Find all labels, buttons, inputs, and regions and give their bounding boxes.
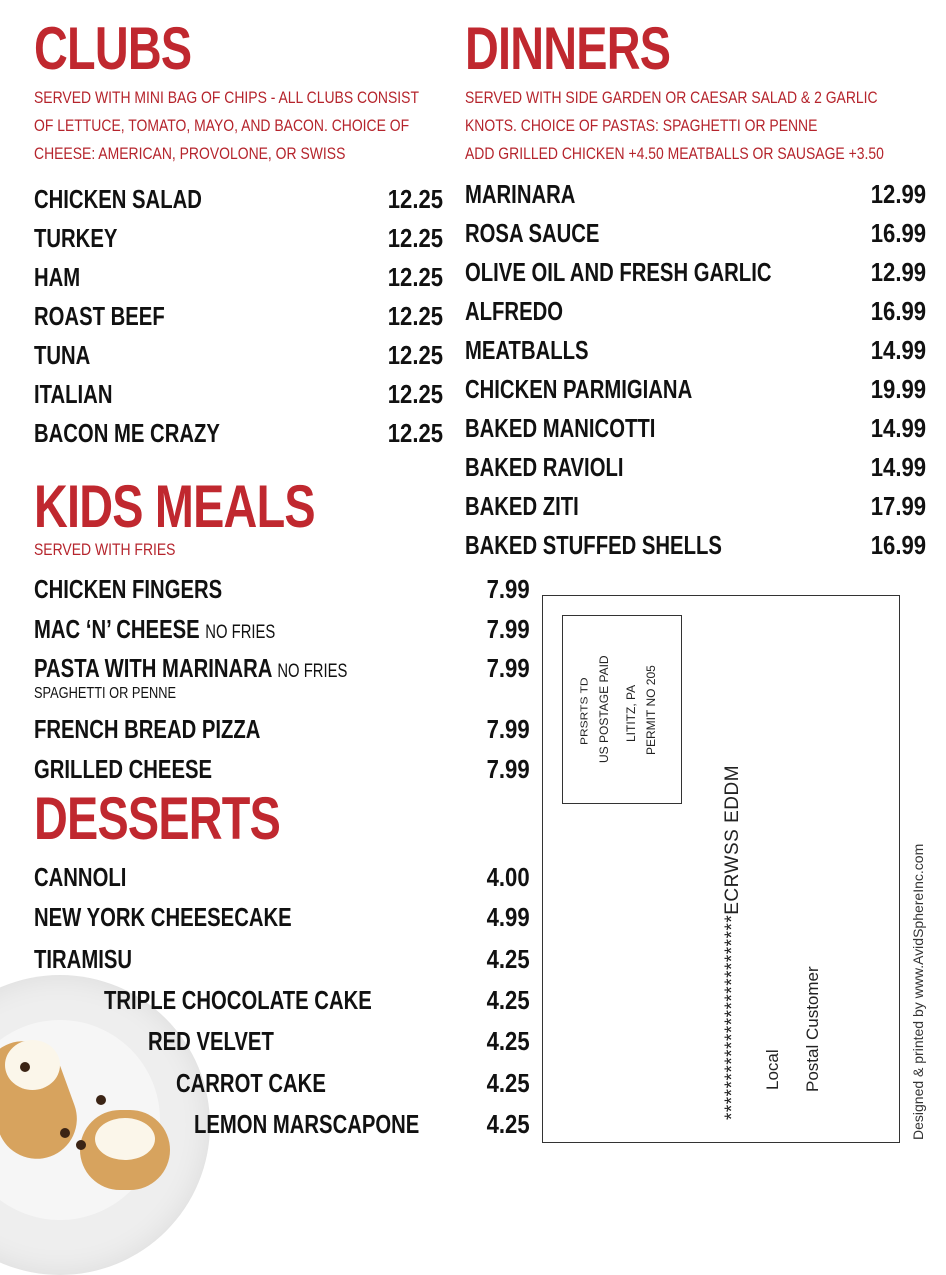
chocolate-chip (20, 1062, 30, 1072)
item-price: 4.25 (486, 1026, 530, 1056)
menu-item-pasta-with-marinara (34, 651, 530, 685)
item-price: 7.99 (486, 754, 530, 784)
menu-item-chicken-parmigiana (465, 372, 926, 406)
item-name: BACON ME CRAZY (34, 418, 220, 448)
menu-item-baked-ravioli (465, 450, 926, 484)
chocolate-chip (96, 1095, 106, 1105)
item-name-text: PASTA WITH MARINARA (34, 653, 272, 683)
item-name: TUNA (34, 340, 91, 370)
item-name: ROSA SAUCE (465, 218, 600, 248)
menu-item-baked-manicotti (465, 411, 926, 445)
item-name-text: GRILLED CHEESE (34, 754, 213, 784)
cannoli-cream (5, 1040, 60, 1090)
dinners-description (465, 84, 884, 168)
menu-item-bacon-me-crazy (34, 416, 443, 450)
item-name (34, 572, 222, 606)
item-subnote: SPAGHETTI OR PENNE (34, 685, 177, 702)
menu-item-new-york-cheesecake (34, 900, 530, 934)
item-price: 12.25 (387, 379, 443, 409)
item-name-text: MAC ‘N’ CHEESE (34, 614, 200, 644)
item-price: 4.00 (486, 862, 530, 892)
permit-line: US POSTAGE PAID (597, 655, 611, 763)
item-name: CHICKEN PARMIGIANA (465, 374, 693, 404)
item-name (34, 712, 260, 746)
item-note: NO FRIES (277, 661, 348, 682)
item-name: BAKED STUFFED SHELLS (465, 530, 722, 560)
item-name: LEMON MARSCAPONE (194, 1109, 420, 1139)
menu-item-chicken-fingers (34, 572, 530, 606)
item-name: TIRAMISU (34, 944, 133, 974)
item-price: 7.99 (486, 614, 530, 644)
permit-line: PRSRTS TD (578, 677, 590, 745)
permit-line: LITITZ, PA (624, 684, 638, 742)
item-price: 12.99 (870, 179, 926, 209)
dinners-heading: DINNERS (465, 15, 671, 82)
permit-line: PERMIT NO 205 (644, 665, 658, 755)
item-name-text: CHICKEN FINGERS (34, 574, 223, 604)
clubs-heading: CLUBS (34, 15, 192, 82)
menu-item-cannoli (34, 860, 530, 894)
item-name: ALFREDO (465, 296, 564, 326)
menu-item-french-bread-pizza (34, 712, 530, 746)
item-name (34, 651, 347, 689)
item-price: 16.99 (870, 296, 926, 326)
item-name: ITALIAN (34, 379, 113, 409)
menu-item-rosa-sauce (465, 216, 926, 250)
item-price: 14.99 (870, 335, 926, 365)
dinners-description-line: ADD GRILLED CHICKEN +4.50 MEATBALLS OR SAUSAGE +3.50 (465, 144, 884, 163)
menu-item-mac-n-cheese (34, 612, 530, 646)
item-name (34, 752, 212, 786)
item-price: 12.25 (387, 301, 443, 331)
cannoli-cream (95, 1118, 155, 1160)
item-name: RED VELVET (148, 1026, 274, 1056)
clubs-description-line: SERVED WITH MINI BAG OF CHIPS - ALL CLUBS CONSIST (34, 88, 419, 107)
item-price: 12.25 (387, 262, 443, 292)
clubs-description-line: OF LETTUCE, TOMATO, MAYO, AND BACON. CHOICE OF (34, 116, 410, 135)
item-price: 16.99 (870, 218, 926, 248)
item-price: 12.25 (387, 340, 443, 370)
chocolate-chip (60, 1128, 70, 1138)
item-name (34, 612, 275, 650)
menu-item-red-velvet (148, 1024, 530, 1058)
item-name: TRIPLE CHOCOLATE CAKE (104, 985, 372, 1015)
item-name: CARROT CAKE (176, 1068, 326, 1098)
item-name: OLIVE OIL AND FRESH GARLIC (465, 257, 772, 287)
desserts-heading: DESSERTS (34, 785, 281, 852)
item-price: 14.99 (870, 413, 926, 443)
menu-item-grilled-cheese (34, 752, 530, 786)
clubs-description-line: CHEESE: AMERICAN, PROVOLONE, OR SWISS (34, 144, 346, 163)
menu-item-marinara (465, 177, 926, 211)
menu-item-alfredo (465, 294, 926, 328)
item-price: 4.25 (486, 985, 530, 1015)
clubs-description (34, 84, 419, 168)
menu-item-olive-oil-fresh-garlic (465, 255, 926, 289)
item-name: BAKED RAVIOLI (465, 452, 624, 482)
menu-item-turkey (34, 221, 443, 255)
local-label: Local (763, 1049, 782, 1090)
item-price: 4.25 (486, 1068, 530, 1098)
menu-item-italian (34, 377, 443, 411)
item-name: TURKEY (34, 223, 118, 253)
item-name: BAKED MANICOTTI (465, 413, 656, 443)
item-name: MEATBALLS (465, 335, 589, 365)
kids-meals-description: SERVED WITH FRIES (34, 540, 176, 559)
item-price: 4.25 (486, 1109, 530, 1139)
item-name: ROAST BEEF (34, 301, 165, 331)
menu-item-meatballs (465, 333, 926, 367)
item-name: CHICKEN SALAD (34, 184, 202, 214)
printer-credit: Designed & printed by www.AvidSphereInc.com (910, 843, 926, 1140)
item-name: BAKED ZITI (465, 491, 579, 521)
menu-item-carrot-cake (176, 1066, 530, 1100)
item-price: 7.99 (486, 714, 530, 744)
ecrwss-eddm-line: **************************ECRWSS EDDM (722, 764, 743, 1120)
item-price: 12.25 (387, 418, 443, 448)
item-price: 12.25 (387, 223, 443, 253)
item-price: 7.99 (486, 653, 530, 683)
menu-item-baked-stuffed-shells (465, 528, 926, 562)
kids-meals-heading: KIDS MEALS (34, 473, 315, 540)
item-price: 17.99 (870, 491, 926, 521)
menu-item-lemon-marscapone (194, 1107, 530, 1141)
menu-item-chicken-salad (34, 182, 443, 216)
item-note: NO FRIES (205, 622, 276, 643)
menu-item-triple-chocolate-cake (104, 983, 530, 1017)
item-name: NEW YORK CHEESECAKE (34, 902, 292, 932)
item-price: 4.99 (486, 902, 530, 932)
menu-item-ham (34, 260, 443, 294)
dinners-description-line: KNOTS. CHOICE OF PASTAS: SPAGHETTI OR PENNE (465, 116, 818, 135)
menu-item-baked-ziti (465, 489, 926, 523)
menu-item-tiramisu (34, 942, 530, 976)
item-name: HAM (34, 262, 81, 292)
item-price: 12.99 (870, 257, 926, 287)
item-price: 7.99 (486, 574, 530, 604)
item-name: MARINARA (465, 179, 576, 209)
item-price: 4.25 (486, 944, 530, 974)
item-price: 16.99 (870, 530, 926, 560)
menu-item-tuna (34, 338, 443, 372)
chocolate-chip (76, 1140, 86, 1150)
dinners-description-line: SERVED WITH SIDE GARDEN OR CAESAR SALAD & 2 GARLIC (465, 88, 878, 107)
item-price: 14.99 (870, 452, 926, 482)
item-name: CANNOLI (34, 862, 127, 892)
item-price: 12.25 (387, 184, 443, 214)
item-price: 19.99 (870, 374, 926, 404)
menu-item-roast-beef (34, 299, 443, 333)
postal-customer-label: Postal Customer (803, 966, 822, 1092)
item-name-text: FRENCH BREAD PIZZA (34, 714, 261, 744)
